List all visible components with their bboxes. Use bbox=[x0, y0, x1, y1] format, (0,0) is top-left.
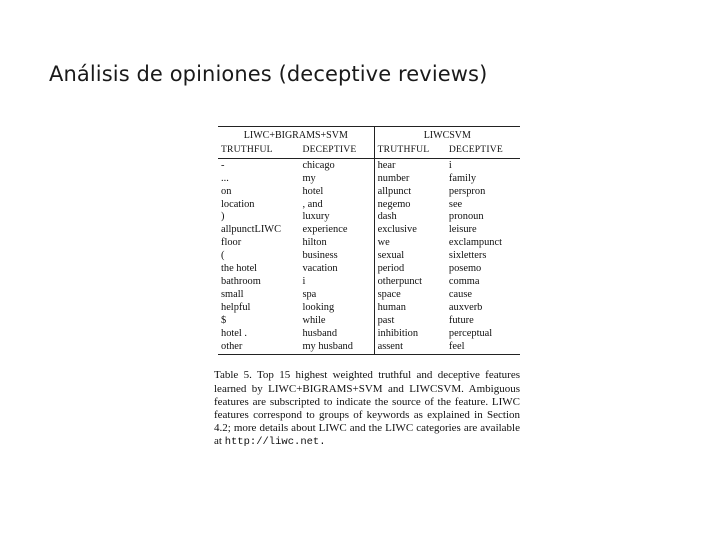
table-cell: hilton bbox=[302, 237, 327, 249]
table-cell: , and bbox=[302, 198, 323, 210]
table-caption bbox=[214, 369, 520, 449]
table-row bbox=[218, 237, 520, 250]
table-cell: sixletters bbox=[448, 250, 487, 262]
table-cell: space bbox=[374, 289, 446, 302]
column-header: DECEPTIVE bbox=[446, 144, 520, 158]
table-cell: ( bbox=[221, 250, 225, 262]
table-cell: helpful bbox=[221, 301, 251, 313]
table-cell: looking bbox=[302, 301, 335, 313]
table-cell: allpunctLIWC bbox=[221, 224, 282, 236]
table-cell: small bbox=[221, 288, 244, 300]
table-row bbox=[218, 211, 520, 224]
table-row bbox=[218, 250, 520, 263]
table-cell: location bbox=[221, 198, 255, 210]
table-cell: posemo bbox=[448, 263, 482, 275]
table-cell: sexual bbox=[374, 250, 446, 263]
table-cell: - bbox=[221, 159, 225, 171]
table-row bbox=[218, 289, 520, 302]
table-row bbox=[218, 224, 520, 237]
table-cell: leisure bbox=[448, 224, 477, 236]
table-cell: the hotel bbox=[221, 263, 258, 275]
table-cell: other bbox=[221, 340, 243, 352]
table-cell: hotel . bbox=[221, 327, 247, 339]
table-cell: on bbox=[221, 185, 232, 197]
table-cell: exclampunct bbox=[448, 237, 502, 249]
table-cell: past bbox=[374, 315, 446, 328]
table-cell: future bbox=[448, 314, 474, 326]
table-cell: otherpunct bbox=[374, 276, 446, 289]
table-cell: husband bbox=[302, 327, 338, 339]
table-cell: chicago bbox=[302, 159, 335, 171]
table-row bbox=[218, 315, 520, 328]
table-cell: my bbox=[302, 172, 316, 184]
table-cell: period bbox=[374, 263, 446, 276]
table-cell: ... bbox=[221, 172, 229, 184]
table-cell: number bbox=[374, 173, 446, 186]
table-row bbox=[218, 328, 520, 341]
table-cell: while bbox=[302, 314, 326, 326]
table-cell: my husband bbox=[302, 340, 353, 352]
table-group-header bbox=[218, 127, 520, 144]
table-row bbox=[218, 302, 520, 315]
table-cell: feel bbox=[448, 340, 465, 352]
column-header: DECEPTIVE bbox=[299, 144, 374, 158]
table-cell: hear bbox=[374, 158, 446, 172]
group-header-liwc-bigrams: LIWC+BIGRAMS+SVM bbox=[243, 130, 348, 141]
table-cell: auxverb bbox=[448, 301, 483, 313]
table-cell: hotel bbox=[302, 185, 324, 197]
table-cell: negemo bbox=[374, 199, 446, 212]
table-cell: vacation bbox=[302, 263, 338, 275]
paper-figure bbox=[214, 126, 524, 449]
table-row bbox=[218, 276, 520, 289]
table-cell: perspron bbox=[448, 185, 486, 197]
table-cell: cause bbox=[448, 288, 472, 300]
table-cell: family bbox=[448, 172, 477, 184]
caption-text: Table 5. Top 15 highest weighted truthful and deceptive features learned by LIWC+BIGRAMS+SVM and LIWCSVM. Ambiguous features are subscripted to indicate the source of the feature. LIWC features correspond to groups of keywords as explained in Section 4.2; more details about LIWC and the LIWC categories are available at bbox=[214, 369, 520, 447]
table-cell: i bbox=[448, 159, 452, 171]
table-cell: floor bbox=[221, 237, 242, 249]
table-cell: inhibition bbox=[374, 328, 446, 341]
table-cell: pronoun bbox=[448, 211, 484, 223]
table-cell: ) bbox=[221, 211, 225, 223]
table-row bbox=[218, 341, 520, 355]
table-cell: exclusive bbox=[374, 224, 446, 237]
table-cell: spa bbox=[302, 288, 317, 300]
table-cell: $ bbox=[221, 314, 227, 326]
table-cell: perceptual bbox=[448, 327, 493, 339]
table-cell: comma bbox=[448, 275, 480, 287]
table-cell: experience bbox=[302, 224, 348, 236]
table-cell: assent bbox=[374, 341, 446, 355]
table-cell: dash bbox=[374, 211, 446, 224]
slide-title: Análisis de opiniones (deceptive reviews) bbox=[49, 62, 488, 86]
table-row bbox=[218, 263, 520, 276]
table-cell: human bbox=[374, 302, 446, 315]
table-row bbox=[218, 199, 520, 212]
table-cell: bathroom bbox=[221, 275, 261, 287]
features-table bbox=[218, 126, 520, 355]
caption-url: http://liwc.net. bbox=[224, 435, 326, 448]
table-column-header bbox=[218, 144, 520, 158]
group-header-liwc: LIWCSVM bbox=[374, 127, 520, 144]
table-row bbox=[218, 173, 520, 186]
table-cell: allpunct bbox=[374, 186, 446, 199]
table-cell: business bbox=[302, 250, 338, 262]
table-row bbox=[218, 186, 520, 199]
column-header: TRUTHFUL bbox=[374, 144, 446, 158]
table-row bbox=[218, 158, 520, 172]
table-cell: i bbox=[302, 275, 306, 287]
table-cell: luxury bbox=[302, 211, 330, 223]
table-cell: we bbox=[374, 237, 446, 250]
table-body bbox=[218, 158, 520, 355]
table-cell: see bbox=[448, 198, 463, 210]
column-header: TRUTHFUL bbox=[218, 144, 299, 158]
